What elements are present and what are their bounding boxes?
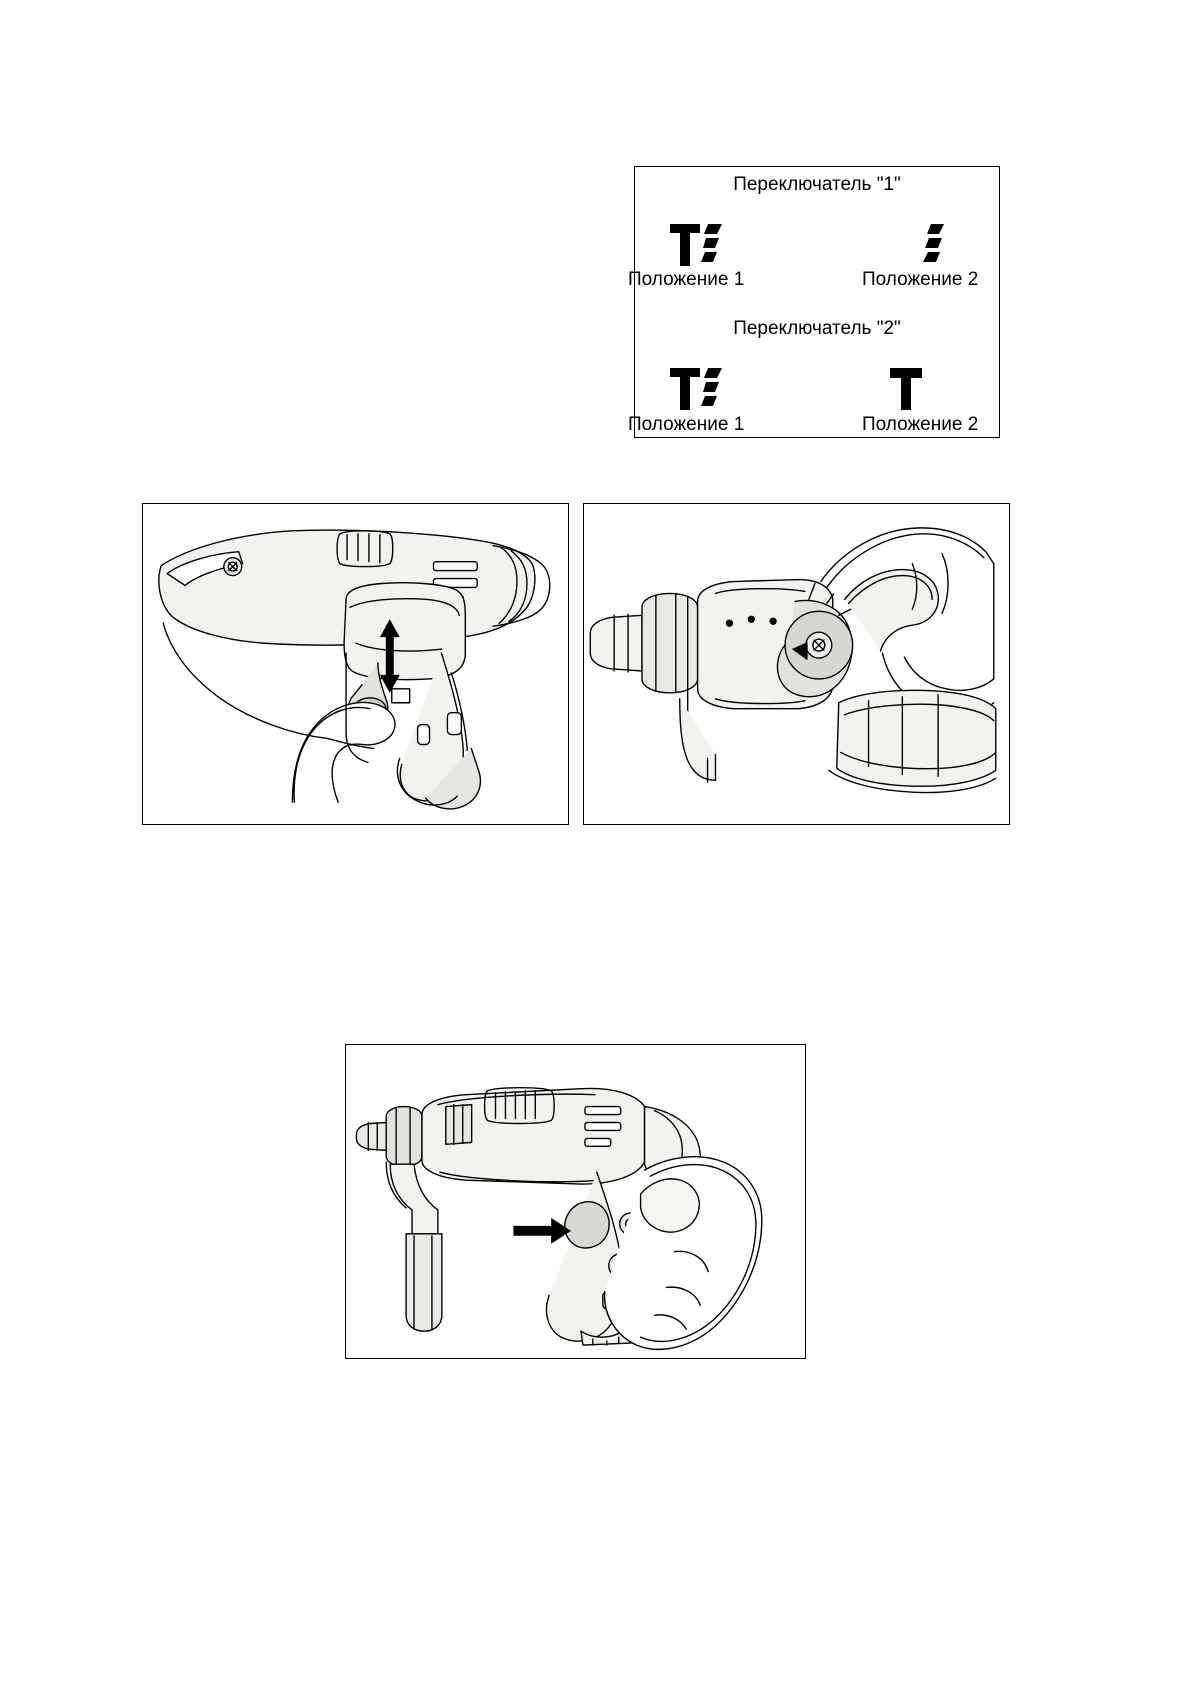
switch-2-position-2-label: Положение 2 xyxy=(862,414,979,435)
switch-1-position-1-label: Положение 1 xyxy=(628,269,745,290)
arrow-right-icon xyxy=(513,1218,571,1244)
chisel-only-icon xyxy=(920,222,946,273)
hammer-and-chisel-icon xyxy=(668,222,728,273)
switch-1-title: Переключатель "1" xyxy=(733,174,901,195)
hammer-only-icon xyxy=(888,366,924,417)
switch-1-position-2-label: Положение 2 xyxy=(862,269,979,290)
switch-2-position-1-label: Положение 1 xyxy=(628,414,745,435)
illustration-trigger-switch-press xyxy=(345,1044,806,1359)
rotary-hammer-mode-selector-slide-drawing xyxy=(143,504,568,824)
hammer-and-chisel-icon xyxy=(668,366,728,417)
rotary-hammer-chisel-rotation-adjust-drawing xyxy=(584,504,1009,824)
illustration-mode-selector-slide xyxy=(142,503,569,825)
illustration-chisel-rotation-adjust xyxy=(583,503,1010,825)
switch-2-title: Переключатель "2" xyxy=(733,318,901,339)
rotary-hammer-trigger-switch-press-drawing xyxy=(346,1045,805,1358)
